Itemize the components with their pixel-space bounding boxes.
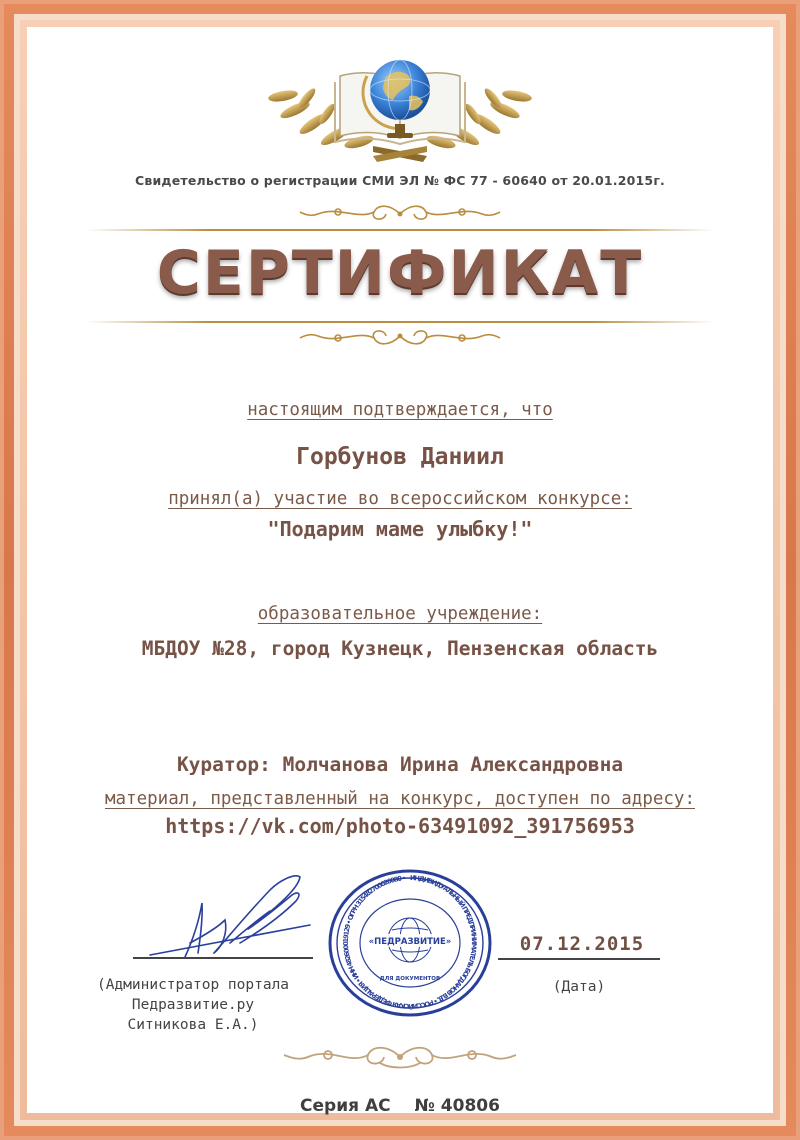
signature <box>130 865 320 965</box>
admin-line-1: (Администратор портала <box>96 977 290 993</box>
stamp-ring-text: ИНДИВИДУАЛЬНЫЙ ПРЕДПРИНИМАТЕЛЬ БОГДАНОВ В.В. • РОССИЙСКАЯ ФЕДЕРАЦИЯ • ИНН 482600019129 • ОГРН 315482700020080 • <box>341 873 479 1011</box>
admin-caption <box>68 975 318 1035</box>
institution-label: образовательное учреждение: <box>257 604 543 624</box>
globe-book-emblem <box>255 38 545 168</box>
series-label: Серия АС <box>300 1096 391 1116</box>
lower-ornament <box>298 326 502 346</box>
date-label: (Дата) <box>552 979 606 995</box>
admin-line-3: Ситникова Е.А.) <box>127 1017 259 1033</box>
material-url[interactable]: https://vk.com/photo-63491092_391756953 <box>165 814 635 838</box>
bottom-ornament <box>280 1043 520 1071</box>
institution-name: МБДОУ №28, город Кузнецк, Пензенская область <box>141 637 659 660</box>
upper-ornament <box>298 204 502 224</box>
top-rule <box>85 229 715 231</box>
contest-name: "Подарим маме улыбку!" <box>267 517 533 541</box>
signature-line <box>133 957 313 959</box>
series-line <box>0 1096 800 1116</box>
stamp-center-text: «ПЕДРАЗВИТИЕ» <box>368 937 452 947</box>
series-number: № 40806 <box>414 1096 500 1116</box>
participation-label: принял(а) участие во всероссийском конкурсе: <box>168 489 632 509</box>
curator-line: Куратор: Молчанова Ирина Александровна <box>176 753 624 776</box>
bottom-rule <box>85 321 715 323</box>
certificate-title: СЕРТИФИКАТ <box>156 238 644 308</box>
stamp-bottom-text: ДЛЯ ДОКУМЕНТОВ <box>379 976 441 982</box>
company-stamp <box>322 868 498 1018</box>
material-label: материал, представленный на конкурс, доступен по адресу: <box>104 789 695 809</box>
admin-line-2: Педразвитие.ру <box>131 997 255 1013</box>
recipient-name: Горбунов Даниил <box>296 444 504 470</box>
date-value: 07.12.2015 <box>519 933 645 955</box>
registration-line: Свидетельство о регистрации СМИ ЭЛ № ФС 77 - 60640 от 20.01.2015г. <box>134 173 666 188</box>
date-line <box>498 958 660 960</box>
confirm-label: настоящим подтверждается, что <box>247 400 553 420</box>
